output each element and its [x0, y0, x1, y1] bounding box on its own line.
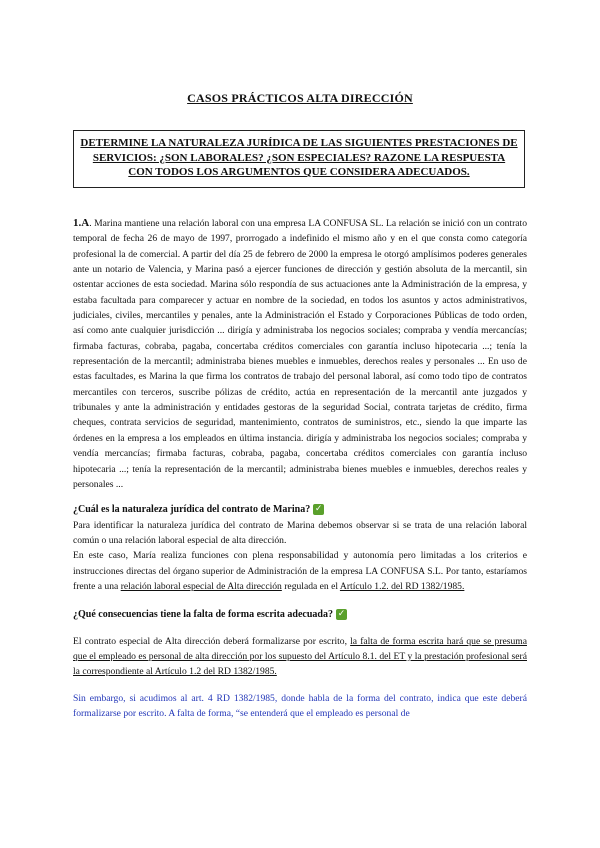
answer-2-underlined: la falta de forma escrita hará que se presuma que el empleado es personal de alta dirección por los supuesto del Artículo 8.1. del ET y la prestación profesional será la correspondiente al Artículo 1.2 del RD 1382/1985. [73, 635, 527, 678]
answer-1-underlined-2: Artículo 1.2. del RD 1382/1985. [339, 580, 465, 592]
answer-3-paragraph: Sin embargo, si acudimos al art. 4 RD 1382/1985, donde habla de la forma del contrato, indica que este deberá formalizarse por escrito. A falta de forma, “se entenderá que el empleado es personal de [73, 692, 527, 719]
check-mark-icon: ✓ [314, 504, 323, 515]
instruction-text: DETERMINE LA NATURALEZA JURÍDICA DE LAS SIGUIENTES PRESTACIONES DE SERVICIOS: ¿SON LABORALES? ¿SON ESPECIALES? RAZONE LA RESPUESTA CON TODOS LOS ARGUMENTOS QUE CONSIDERA ADECUADOS. [80, 137, 518, 178]
question-2 [73, 607, 527, 622]
answer-1-text-mid: regulada en el [281, 580, 340, 592]
spacer [73, 623, 527, 634]
spacer [73, 680, 527, 691]
instruction-box [73, 130, 525, 188]
document-title: CASOS PRÁCTICOS ALTA DIRECCIÓN [187, 91, 413, 105]
question-2-text: ¿Qué consecuencias tiene la falta de forma escrita adecuada? [73, 609, 333, 621]
answer-2-paragraph [73, 634, 527, 680]
question-1 [73, 502, 527, 517]
answer-2-text: El contrato especial de Alta dirección deberá formalizarse por escrito, [73, 635, 351, 647]
document-body [73, 216, 527, 721]
case-number: 1.A [73, 217, 90, 229]
answer-1-paragraph-2 [73, 548, 527, 594]
question-1-text: ¿Cuál es la naturaleza jurídica del contrato de Marina? [73, 504, 311, 516]
case-paragraph [73, 216, 527, 492]
answer-1-text: En este caso, María realiza funciones con plena responsabilidad y autonomía pero limitadas a los criterios e instrucciones directas del órgano superior de Administración de la empresa LA CONFUSA S.L. Por tanto, estaríamos frente a una [73, 550, 527, 592]
answer-1-paragraph-1: Para identificar la naturaleza jurídica del contrato de Marina debemos observar si se trata de una relación laboral común o una relación laboral especial de alta dirección. [73, 519, 527, 546]
check-mark-icon: ✓ [337, 609, 346, 620]
answer-1-underlined-1: relación laboral especial de Alta dirección [120, 580, 282, 592]
case-text: . Marina mantiene una relación laboral con una empresa LA CONFUSA SL. La relación se inició con un contrato temporal de fecha 26 de mayo de 1997, prorrogado a indefinido el mismo año y en el que consta como categoría profesional la de comercial. A partir del día 25 de febrero de 2000 la empresa le otorgó amplísimos poderes generales ante un notario de Valencia, y Marina pasó a ejercer funciones de dirección y gestión absoluta de la mercantil, sin ostentar acciones de esta sociedad. Marina sólo respondía de sus actuaciones ante la Administración de la empresa, y estaba facultada para comparecer y actuar en nombre de la sociedad, en todos los asuntos y actos administrativos, judiciales, civiles, mercantiles y penales, ante la Administración el Estado y Corporaciones Públicas de todo orden, así como ante cualquier jurisdicción ... dirigía y administraba los negocios sociales; compraba y vendía mercancías; firmaba facturas, cobraba, pagaba, concertaba créditos comerciales con garantía incluso hipotecaria ...; tenía la representación de la mercantil; administraba bienes muebles e inmuebles, derechos reales y personales ... En uso de estas facultades, es Marina la que firma los contratos de trabajo del personal laboral, así como todo tipo de contratos mercantiles con terceros, suscribe pólizas de crédito, actúa en representación de la mercantil ante juzgados y tribunales y ante la administración y entidades gestoras de la seguridad Social, contrata tarjetas de crédito, firma cheques, contrata servicios de seguridad, mantenimiento, contratos de suministros, etc., siendo la que imparte las órdenes en la empresa a los empleados en última instancia. dirigía y administraba los negocios sociales; compraba y vendía mercancías; firmaba facturas, cobraba, pagaba, concertaba créditos comerciales con garantía incluso hipotecaria ...; tenía la representación de la mercantil; administraba bienes muebles e inmuebles, derechos reales y personales ... [73, 218, 527, 490]
